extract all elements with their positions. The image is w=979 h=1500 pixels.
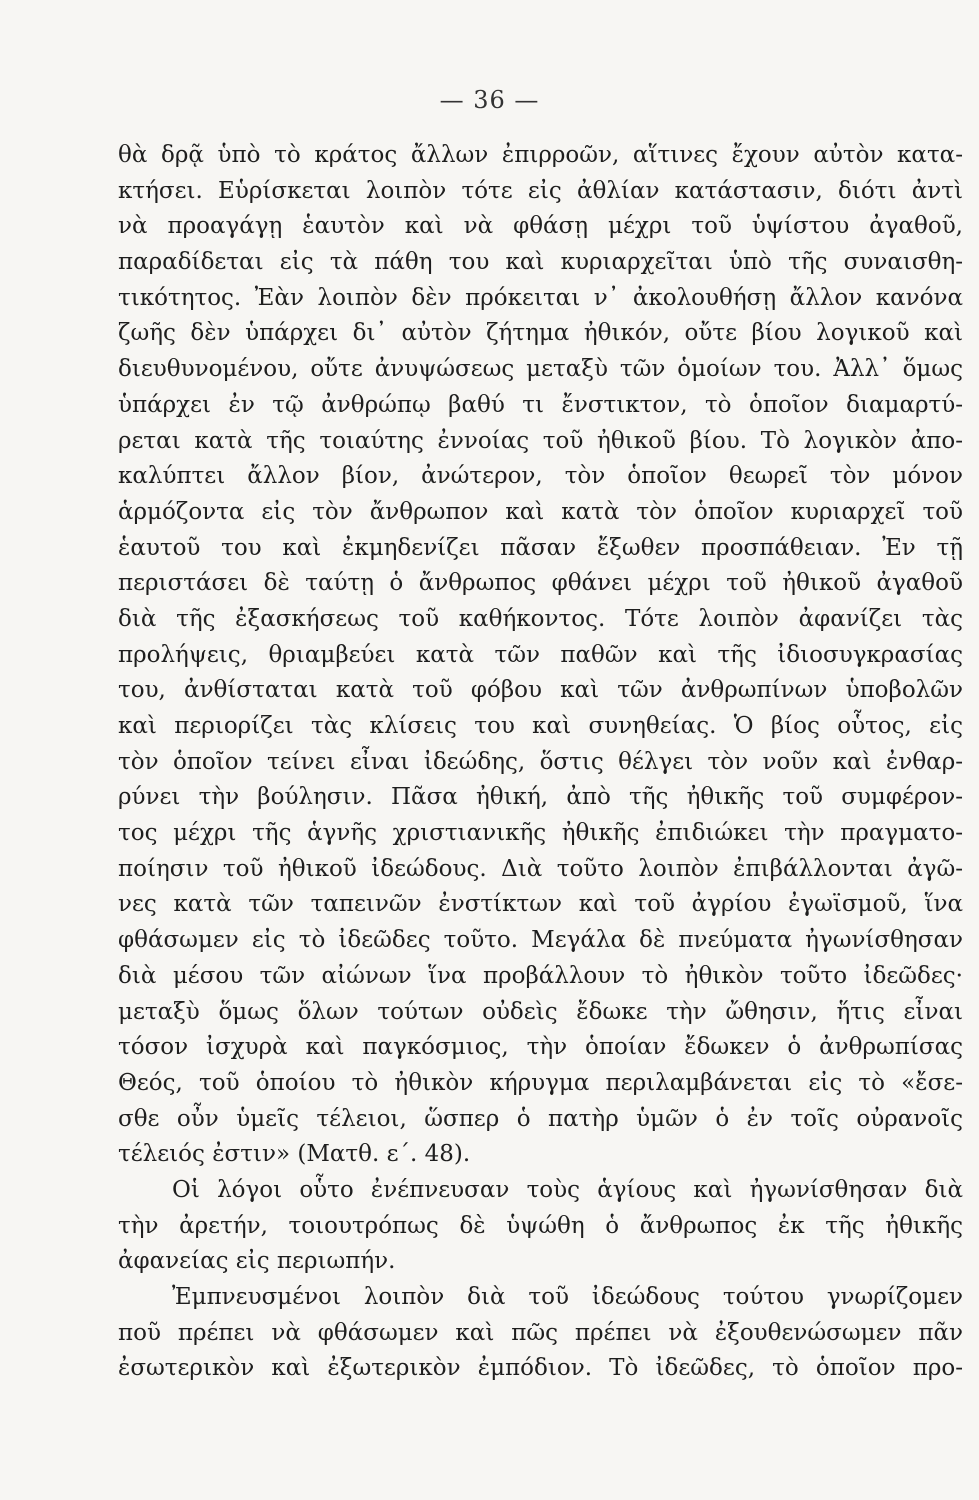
text-line: ποίησιν τοῦ ἠθικοῦ ἰδεώδους. Διὰ τοῦτο λοιπὸν ἐπιβάλλονται ἀγῶ- [118, 855, 963, 882]
text-line: Θεός, τοῦ ὁποίου τὸ ἠθικὸν κήρυγμα περιλαμβάνεται εἰς τὸ «ἔσε- [118, 1069, 963, 1096]
text-line: του, ἀνθίσταται κατὰ τοῦ φόβου καὶ τῶν ἀνθρωπίνων ὑποβολῶν [118, 677, 963, 704]
text-line: καὶ περιορίζει τὰς κλίσεις του καὶ συνηθείας. Ὁ βίος οὗτος, εἰς [118, 713, 963, 739]
text-line: νὰ προαγάγῃ ἑαυτὸν καὶ νὰ φθάσῃ μέχρι τοῦ ὑψίστου ἀγαθοῦ, [118, 213, 963, 240]
text-line: διὰ μέσου τῶν αἰώνων ἵνα προβάλλουν τὸ ἠθικὸν τοῦτο ἰδεῶδες· [118, 962, 963, 989]
text-line: μεταξὺ ὅμως ὅλων τούτων οὐδεὶς ἔδωκε τὴν ὤθησιν, ἥτις εἶναι [118, 998, 963, 1025]
text-line: ἑαυτοῦ του καὶ ἐκμηδενίζει πᾶσαν ἔξωθεν προσπάθειαν. Ἐν τῇ [118, 534, 963, 561]
text-line: διευθυνομένου, οὔτε ἀνυψώσεως μεταξὺ τῶν ὁμοίων του. Ἀλλ᾽ ὅμως [118, 356, 963, 383]
text-line: τικότητος. Ἐὰν λοιπὸν δὲν πρόκειται ν᾽ ἀκολουθήσῃ ἄλλον κανόνα [118, 284, 963, 311]
text-line: καλύπτει ἄλλον βίον, ἀνώτερον, τὸν ὁποῖον θεωρεῖ τὸν μόνον [118, 463, 963, 490]
text-line: Ἐμπνευσμένοι λοιπὸν διὰ τοῦ ἰδεώδους τούτου γνωρίζομεν [172, 1284, 963, 1310]
text-line: ποῦ πρέπει νὰ φθάσωμεν καὶ πῶς πρέπει νὰ ἐξουθενώσωμεν πᾶν [118, 1319, 963, 1346]
text-line: τὴν ἀρετήν, τοιουτρόπως δὲ ὑψώθη ὁ ἄνθρωπος ἐκ τῆς ἠθικῆς [118, 1212, 963, 1239]
text-line: ἐσωτερικὸν καὶ ἐξωτερικὸν ἐμπόδιον. Τὸ ἰδεῶδες, τὸ ὁποῖον προ- [118, 1355, 963, 1382]
text-line: νες κατὰ τῶν ταπεινῶν ἐνστίκτων καὶ τοῦ ἀγρίου ἐγωϊσμοῦ, ἵνα [118, 891, 963, 918]
text-line: τος μέχρι τῆς ἁγνῆς χριστιανικῆς ἠθικῆς ἐπιδιώκει τὴν πραγματο- [118, 820, 963, 847]
text-line: ρεται κατὰ τῆς τοιαύτης ἐννοίας τοῦ ἠθικοῦ βίου. Τὸ λογικὸν ἀπο- [118, 427, 963, 454]
text-line: τόσον ἰσχυρὰ καὶ παγκόσμιος, τὴν ὁποίαν ἔδωκεν ὁ ἀνθρωπίσας [118, 1034, 963, 1061]
body-text [118, 138, 963, 1387]
text-line: θὰ δρᾷ ὑπὸ τὸ κράτος ἄλλων ἐπιρροῶν, αἵτινες ἔχουν αὐτὸν κατα- [118, 142, 963, 168]
text-line: περιστάσει δὲ ταύτῃ ὁ ἄνθρωπος φθάνει μέχρι τοῦ ἠθικοῦ ἀγαθοῦ [118, 570, 963, 597]
text-line: παραδίδεται εἰς τὰ πάθη του καὶ κυριαρχεῖται ὑπὸ τῆς συναισθη- [118, 249, 963, 276]
text-line: προλήψεις, θριαμβεύει κατὰ τῶν παθῶν καὶ τῆς ἰδιοσυγκρασίας [118, 641, 963, 668]
text-line: φθάσωμεν εἰς τὸ ἰδεῶδες τοῦτο. Μεγάλα δὲ πνεύματα ἠγωνίσθησαν [118, 927, 963, 954]
text-line: διὰ τῆς ἐξασκήσεως τοῦ καθήκοντος. Τότε λοιπὸν ἀφανίζει τὰς [118, 605, 963, 632]
text-line: κτήσει. Εὑρίσκεται λοιπὸν τότε εἰς ἀθλίαν κατάστασιν, διότι ἀντὶ [118, 177, 963, 204]
page-number: — 36 — [439, 86, 540, 114]
text-line: ζωῆς δὲν ὑπάρχει δι᾽ αὐτὸν ζήτημα ἠθικόν, οὔτε βίου λογικοῦ καὶ [118, 320, 963, 347]
text-line: ἁρμόζοντα εἰς τὸν ἄνθρωπον καὶ κατὰ τὸν ὁποῖον κυριαρχεῖ τοῦ [118, 498, 963, 525]
text-line: ὑπάρχει ἐν τῷ ἀνθρώπῳ βαθύ τι ἔνστικτον, τὸ ὁποῖον διαμαρτύ- [118, 391, 963, 418]
text-line: τὸν ὁποῖον τείνει εἶναι ἰδεώδης, ὅστις θέλγει τὸν νοῦν καὶ ἐνθαρ- [118, 748, 963, 775]
text-line: σθε οὖν ὑμεῖς τέλειοι, ὥσπερ ὁ πατὴρ ὑμῶν ὁ ἐν τοῖς οὐρανοῖς [118, 1105, 963, 1132]
text-line: ρύνει τὴν βούλησιν. Πᾶσα ἠθική, ἀπὸ τῆς ἠθικῆς τοῦ συμφέρον- [118, 784, 963, 811]
text-line: Οἱ λόγοι οὗτο ἐνέπνευσαν τοὺς ἁγίους καὶ ἠγωνίσθησαν διὰ [172, 1176, 963, 1203]
text-line: ἀφανείας εἰς περιωπήν. [118, 1248, 396, 1275]
text-line: τέλειός ἐστιν» (Ματθ. ε΄. 48). [118, 1141, 471, 1168]
